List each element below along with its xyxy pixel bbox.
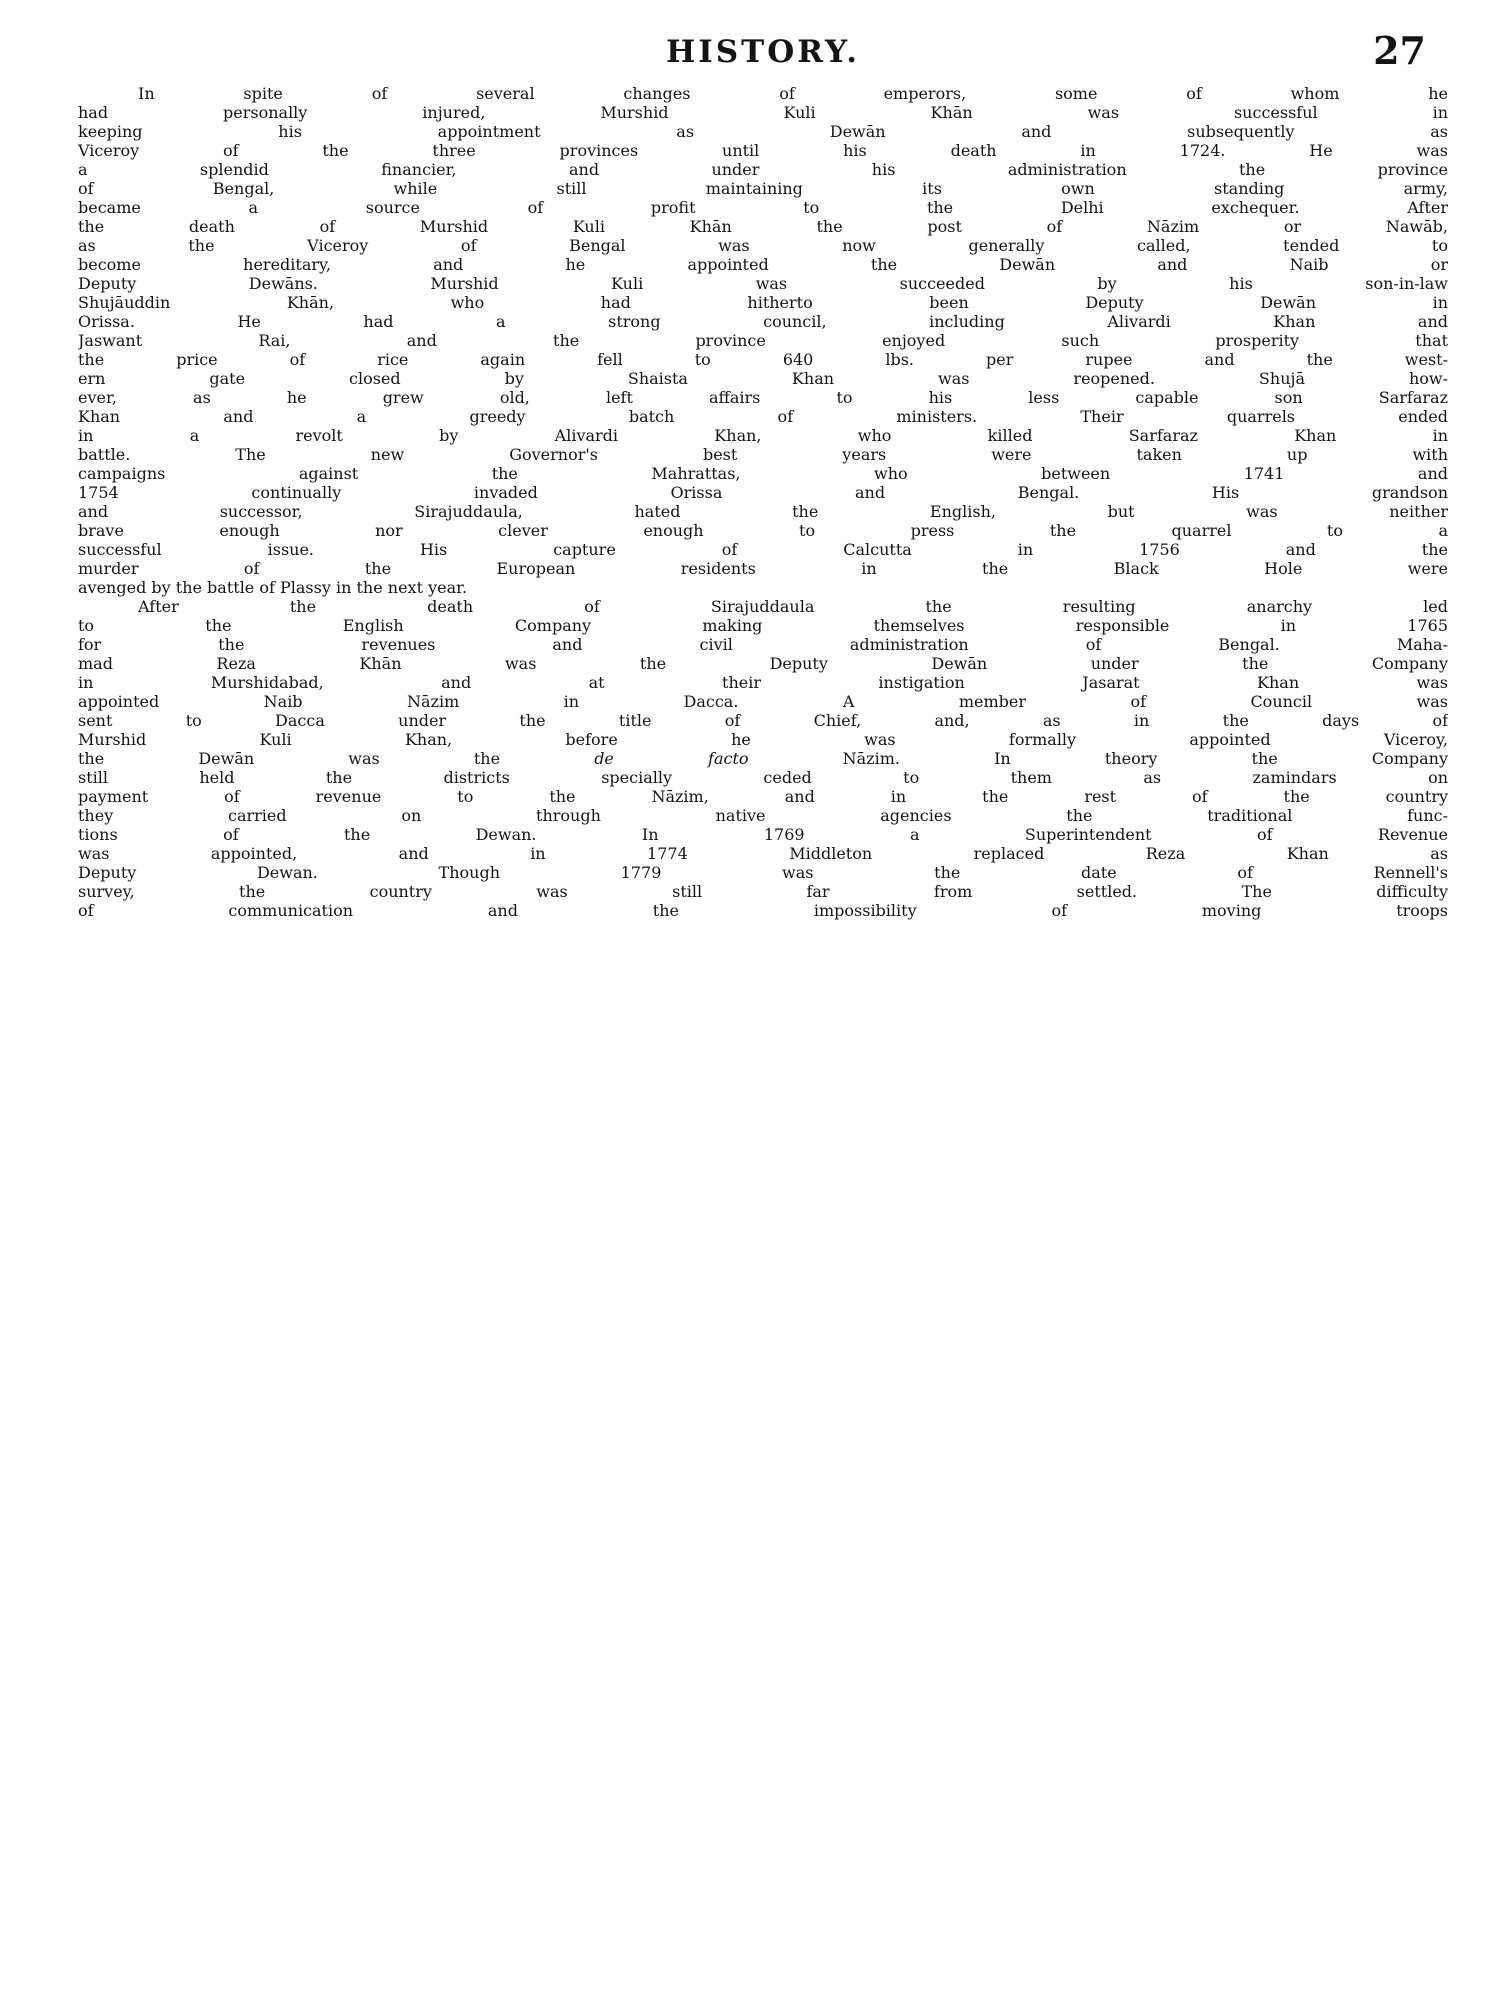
text-line: ever, as he grew old, left affairs to his less capable son Sarfaraz [78,388,1448,407]
text-line: ern gate closed by Shaista Khan was reopened. Shujā how- [78,369,1448,388]
text-line: in Murshidabad, and at their instigation Jasarat Khan was [78,673,1448,692]
text-line: Shujāuddin Khān, who had hitherto been Deputy Dewān in [78,293,1448,312]
text-line: successful issue. His capture of Calcutta in 1756 and the [78,540,1448,559]
text-line: survey, the country was still far from settled. The difficulty [78,882,1448,901]
text-line: the Dewān was the de facto Nāzim. In theory the Company [78,749,1448,768]
text-line: they carried on through native agencies the traditional func- [78,806,1448,825]
text-line: became a source of profit to the Delhi exchequer. After [78,198,1448,217]
text-line: In spite of several changes of emperors, some of whom he [138,84,1448,103]
text-line: Orissa. He had a strong council, including Alivardi Khan and [78,312,1448,331]
text-line: tions of the Dewan. In 1769 a Superintendent of Revenue [78,825,1448,844]
text-line: Viceroy of the three provinces until his death in 1724. He was [78,141,1448,160]
text-line: Khan and a greedy batch of ministers. Their quarrels ended [78,407,1448,426]
text-line: as the Viceroy of Bengal was now generally called, tended to [78,236,1448,255]
text-line: in a revolt by Alivardi Khan, who killed Sarfaraz Khan in [78,426,1448,445]
text-line: had personally injured, Murshid Kuli Khān was successful in [78,103,1448,122]
text-line: and successor, Sirajuddaula, hated the English, but was neither [78,502,1448,521]
text-line: Murshid Kuli Khan, before he was formally appointed Viceroy, [78,730,1448,749]
text-line: murder of the European residents in the Black Hole were [78,559,1448,578]
text-line: was appointed, and in 1774 Middleton replaced Reza Khan as [78,844,1448,863]
text-line: the price of rice again fell to 640 lbs. per rupee and the west- [78,350,1448,369]
text-line: keeping his appointment as Dewān and subsequently as [78,122,1448,141]
text-line: sent to Dacca under the title of Chief, and, as in the days of [78,711,1448,730]
text-line: avenged by the battle of Plassy in the next year. [78,578,468,597]
text-line: to the English Company making themselves responsible in 1765 [78,616,1448,635]
text-line: a splendid financier, and under his administration the province [78,160,1448,179]
text-line: brave enough nor clever enough to press the quarrel to a [78,521,1448,540]
text-line: 1754 continually invaded Orissa and Bengal. His grandson [78,483,1448,502]
running-head: HISTORY. [666,34,860,70]
text-line: After the death of Sirajuddaula the resulting anarchy led [138,597,1448,616]
text-line: mad Reza Khān was the Deputy Dewān under the Company [78,654,1448,673]
text-line: for the revenues and civil administration of Bengal. Maha- [78,635,1448,654]
text-line: Deputy Dewan. Though 1779 was the date of Rennell's [78,863,1448,882]
text-line: battle. The new Governor's best years were taken up with [78,445,1448,464]
paragraph-2 [78,597,1448,920]
body-text [78,84,1448,920]
italic-phrase: de facto [594,749,749,768]
text-line: of communication and the impossibility of moving troops [78,901,1448,920]
text-line: Jaswant Rai, and the province enjoyed such prosperity that [78,331,1448,350]
paragraph-1 [78,84,1448,597]
text-line: the death of Murshid Kuli Khān the post of Nāzim or Nawāb, [78,217,1448,236]
page-number: 27 [1373,28,1426,73]
text-line: payment of revenue to the Nāzim, and in the rest of the country [78,787,1448,806]
text-line: become hereditary, and he appointed the Dewān and Naib or [78,255,1448,274]
text-line: of Bengal, while still maintaining its own standing army, [78,179,1448,198]
text-line: Deputy Dewāns. Murshid Kuli was succeeded by his son-in-law [78,274,1448,293]
page [78,28,1448,1978]
text-line: still held the districts specially ceded to them as zamindars on [78,768,1448,787]
text-line: appointed Naib Nāzim in Dacca. A member of Council was [78,692,1448,711]
page-header [78,28,1448,84]
text-line: campaigns against the Mahrattas, who between 1741 and [78,464,1448,483]
